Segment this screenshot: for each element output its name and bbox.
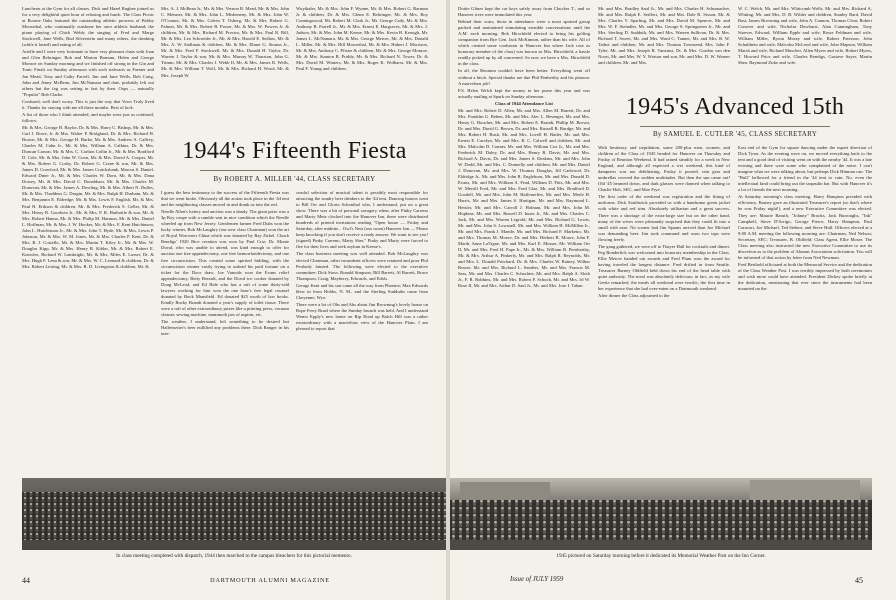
class-photo-1944 — [22, 478, 446, 550]
attendance-col-3: W. C. Welch, Mr. and Mrs. Whitcomb Wells, Mr. and Mrs. Richard A. Whiting, Mr. and Mrs. D. B. Wilder and children, Stanley Bard, David Bast, James Browning and wife, John A. Cannon, Thomas Clear, Robert Conover and wife, Nicholas Dewhurst, Alan Cunningham, Tony Stoever, Edward, William Epple and wife, Rowe Feldman and wife, William Miller, Byron Mosey and wife, Robert Paterson, John Schulthein and wife, Malcolm McLeod and wife, John Mapson, William Marsh and wife, Richard Muscher, Allen Myers and wife, Robert Myers, T. Howard Price and wife, Charles Rendigs, Gustave Sayer, Martin Shea, Raymond Zirke and wife. — [738, 6, 872, 66]
photo-caption: In class meeting completed with dispatch, 1944 then marched to the campus bleachers for this pictorial memento. — [116, 553, 352, 559]
photo-image — [450, 478, 872, 550]
article-byline: By SAMUEL E. CUTLER '45, CLASS SECRETARY — [652, 130, 818, 138]
story-col-1: With hesitancy and trepidation, some 200-plus men, women, and children of the Class of 1945 headed for Hanover on Thursday and Friday of Reunion Weekend. It had rained steadily for a week in New England, and although all expected a wet weekend, this kind of dampness was not debilitating. Friday it poured; rain gear and umbrellas covered the sodden multitudes. But then the sun came out! Old '45 beamed down, and dark glasses were donned when talking to Charlie Holt, SEC, and Moe Frye. The first order of the weekend was registration and the fitting of uniforms. Dick Southwick provided us with a handsome green jacket with white and red trim. Absolutely utilitarian and a great success. There was a shortage of the extra-large size but on the other hand, many of the wives were pleasantly surprised that they could fit into a small with ease. No sooner had Jim Spaans arrived than Joe Michael was demanding beer. Jim took command and soon two taps were flowing freely. The gang gathered, we were off to Thayer Hall for cocktails and dinner. Peg Bonderlick was welcomed into honorary membership in the Class. Ellie Mercer handed out awards and Fred Plum won the award for having traveled the longest distance. Fred drifted in from Seattle. Treasurer Barney Oldfield held down his end of the head table with quiet authority. The meal was absolutely delicious; in fact, as my wife Gertie remarked, the meals all weekend were terrific; the first time in her experience that she had over-eaten on a Dartmouth weekend. After dinner the Class adjourned to the — [598, 145, 730, 299]
magazine-footer: DARTMOUTH ALUMNI MAGAZINE — [210, 577, 330, 584]
story-col-2: ceaslul selection of musical talent is possibly most responsible for attracting the sundry beer drinkers to the '44 tent. Dancing honors went to Bill Orr and Gloria Schonthal who, I understand, put on a great show. There was a bit of personal savagery when, after Pinky Carreno and Marty Metz clocked into the Hanover Inn, there were distributed hundreds of printed invitations reading "Open house — Friday and Saturday, after midnite... Owl's Nest (our room) Hanover Inn — Please keep knocking if you don't receive a ready answer. We want to see you! (signed) Pinky Carreno, Marty Sher." Pinky and Marty were forced to flee for their lives and seek asylum in Keene's. The class business meeting was well attended. Bob McLaughry was elected Chairman, other incumbent officers were retained and poor Phil Peabody fainted. The following were elected to the executive committee: Dick Stoss, Ronald Simpson, Bill Barrett, Al Barrett, Bruce Thompson, Craig, Mayberry, Edwards, and Edols. George Kent and his son came all the way from Phoenix; Max Edwards blew in from Hobbs, N. M., and the Sterling Sudduths came from Cheyenne, Wyo. There were a lot of Ohs and Ahs about Jim Browning's lovely house on Rope Ferry Road where the Sunday brunch was held. And I understand Wemo Epply's new home on Rip Road up Balch Hill was a rather extraordinary with a marvelous view of the Hanover Plain. I am pleased to report that — [296, 190, 428, 332]
story-col-2: East end of the Gym for square dancing under the expert direction of Dick Tyser. As the evening wore on, we moved everything back to the tent and a good deal of visiting went on with the nearby '44. It was a late evening and there were some who complained of the noise. I can't imagine what we were talking about, but perhaps Dick Hinman can. The "Bull" bellowed for a friend in the '44 tent to vain. No, even the intellectual kind could bring out the tarpaulin bar. But with Hanover it's a lot of friends the next morning. At Saturday morning's class meeting, Harry Hampton presided with efficiency. Barney gave an illustrated Treasurer's report (so that's where he was Friday night!), and a new Executive Committee was elected. They are: Maurie Baruth, "Johnny" Brooks, Jack Burroughs, "Ink" Campbell, Steve D'Arrigo, George Pierce, Harry Hampton, Paul Caravari, Joe Michael, Ted Siebert, and Steve Hull. Officers elected at a 9:00 A.M. meeting the following morning are: Chairman, Ned Nelson; Secretary, SEC; Treasurer, B. Oldfield; Class Agent, Ellie Moser. The Class meeting also instructed the new Executive Committee to use its discretion as to the problem of Alumni Association solicitation. You will be informed of that action by letter from Ned Newman. Fred Berthold officiated at both the Memorial Service and the dedication of the Class Weather Post. I was terribly impressed by both ceremonies and wish more could have attended. President Dickey spoke briefly at the dedication, mentioning that ever since the instruments had been mounted on the — [738, 145, 872, 292]
left-page — [0, 0, 446, 600]
article-byline: By ROBERT A. MILLER '44, CLASS SECRETARY — [213, 175, 376, 183]
issue-date: Issue of JULY 1959 — [510, 576, 564, 583]
page-number: 44 — [22, 576, 30, 585]
attendance-col-3: Wuythaler, Mr. & Mrs. John F. Wynne, Mr. & Mrs. Robert G. Barnum Jr. & children, Dr. & Mrs. Glenn E. Behringer, Mr. & Mrs. Roy Conningwood, Mr. Robert M. Clark Jr., Mr. George Cady, Mr. & Mrs. Anthony B. Farrell Jr., Mr. & Mrs. Ernest E. Hargraves, Mr. & Mrs. J. Judson, Mr. & Mrs. John M. Keene, Mr. & Mrs. Kevin B. Keough, Mr. James L. McNamara, Mr. & Mrs. George Mercer, Mr. & Mrs. Donald L. Miller, Mr. & Mrs. Hill Moosethal, Mr. & Mrs. Hubert J. Morrison, Mr. & Mrs. Anthony C. Pfister & children, Mr. & Mrs. George Monroe, Mr. & Mrs. Stanton B. Priddy, Mr. & Mrs. Richard N. Tower, Dr. & Mrs. David M. Winters, Mr. & Mrs. Roger K. Wolbarst, Mr. & Mrs. Paul F. Young and children. — [296, 6, 428, 72]
story-col-1: I guess the best testimony to the success of the Fifteenth Fiesta was that we went broke. Obviously all the action took place in the '44 tent and the neighboring classes moved in and drank us into the red. Needle Allen's lottery and auction was a dandy. The giant prize was a 3p Roy coupe with a rumble seat in nice condition which the Needle wheeled up from New Jersey. Gentlemen farmer Fred Dubs won the lucky winner, Bob McLaughry (our new class Chairman) won the art of Royal Worcester China which was donated by Ray Zirkel. Chuck Rendigs' 1920 Bice creation was won by Paul Criz; Dr. Monte Duval, who was unable to attend, was kind enough to offer for auction one free appendectomy, one free hemorrhoidectomy, and one free circumcision. This created some spirited bidding, with the circumcision winner vastly trying to unload his paid fortune on a ticket for the Door draw. Joe Vanoids won the Evans relief appendectomy, Betty Berardi, and the Dowd ice cooker donated by Doug McLeod, and Ed Hale who has a raft of some thirty-odd lawyers working for him won the one hour's free legal counsel donated by Buck Mansfield. Ed donated $25 worth of law books. Kindly Bucky Brandt donated a year's supply of toilet tissue. There were a raft of other extraordinary prizes like a printing press, vacuum cleaner, sewing machine, mammoth jars of aspirin, etc. The weather, I understand, left something to be desired but Halfensetter's beer nullified any problems there. Dick Ranger in his ines- — [161, 190, 289, 337]
attendance-col-1: Luncheon at the Gym for all classes. Dick and Hazel Rugbee joined us for a very delightful quiet hour of relaxing and lunch. The Class Picnic at Boonie Oaks featured the outstanding athletic prowess of Bobby Moosethal, who continually outshone her once athletic husband; the piano playing of Chick Webb; the singing of Fred and Marge Stockwell, Jane Wells, Bud Silverstein and many others, the drinking (while it lasted) and eating of all. Arielle and I were very fortunate to have very pleasant chats with Joan and Glen Behringer, Bob and Marion Barnum, Helen and George Monroe on Sunday morning and we finished off strong in the Gin and Tonic Finals on Sunday afternoon with such stalwarts as Farmer and Jan Mead, Tony and Cathy Farrell, Jim and June Wells, Bob Craig, John and Jenny McBean, Jim McNamara and date, probably left out others but the fog was setting in fast by then. Oops — naturally "Popular" Bob Clarke. Confused, well don't worry. This is just the way that Vows Truly lived it. Thanks for staying with me all these months. Best of luck. A list of those who I think attended, and maybe were just as confused, follows: Mr. & Mrs. George H. Baylor, Dr. & Mrs. Harry C. Bishop, Mr. & Mrs. Carl J. Borre, Jr. & Mrs. Walter P. Bridgland, Dr. & Mrs. Richard H. Brown, Mr. & Mrs. George H. Burke, Mr. & Mrs. Andrew A. Caffrey, Charles M. Cahn Jr., Mr. & Mrs. William A. Calkins, Dr. & Mrs. Duncan Carson, Mr. & Mrs. C. Carlton Collin Jr., Mr. & Mrs. Bradford D. Cole, Mr. & Mrs. John W. Coon, Mr. & Mrs. David A. Cooper, Mr. & Mrs. Robert G. Cosby, Dr. Robert G. Crane & son, Mr. & Mrs. James D. Crawford, Mr. & Mrs. James Cruickshank, Marcus S. Daniel, Edward Diner Jr., Mr. & Mrs. Charles W. Dorn, Mr. & Mrs. Dana Dorsey, Mr. & Mrs. David C. Donaldson, Mr. & Mrs. Charles M. Donovan, Mr. & Mrs. James A. Dowling, Mr. & Mrs. Albert N. Dulles, Mr. & Mrs. Thaddeus G. Durgin, Mr. & Mrs. Ralph H. Durham, Mr. & Mrs. Benjamin E. Eldredge, Mr. & Mrs. Lewis F. English, Mr. & Mrs. Paul H. Erikson & children, Mr. & Mrs. Frederick S. Geller, Mr. & Mrs. Henry R. Goodwin Jr., Mr. & Mrs. P. R. Harbottle & son, Mr. & Mrs. Robert Hanna, Mr. & Mrs. Philip M. Harmon, Mr. & Mrs. Daniel L. Hoffman, Mr. & Mrs. J. W. Hooker, Mr. & Mrs. F. Kent Hutchinson, John L. Hutchinson Jr., Mr. & Mrs. John T. Hyde, Mr. & Mrs. Lewis P. Johnson, Mr. & Mrs. W. M. Jones, Mr. & Mrs. Charles P. Kent, Dr. & Mrs. R. J. Costello, Mr. & Mrs. Martin T. Kiley Jr., Mr. & Mrs. W. Douglas Kipp, Mr. & Mrs. Henry R. Kibler, Mr. & Mrs. Robert E. Knowles, Richard W. Lambright, Mr. & Mrs. Miles E. Lasser, Dr. & Mrs. Hugh F. Lena & son, Mr. & Mrs. W. C. Leonard & children, Dr. & Mrs. Robert Lesting, Mr. & Mrs. R. D. Livingston & children, Mr. & — [22, 6, 154, 269]
article-title: 1945's Advanced 15th — [625, 94, 845, 120]
photo-image — [22, 478, 446, 550]
class-photo-1945 — [450, 478, 872, 550]
title-rule — [200, 170, 390, 171]
page-number: 45 — [855, 576, 863, 585]
article-title: 1944's Fifteenth Fiesta — [182, 138, 407, 164]
attendance-col-2: Mr. and Mrs. Bradley Saul Jr., Mr. and Mrs. Charles H. Schumacher, Mr. and Mrs. Ralph E. Seiffert, Mr. and Mrs. Dale R. Sisson, Mr. & Mrs. Charles V. Sparling, Mr. and Mrs. David M. Spencer, Mr. and Mrs. W. F. Steindler, Mr. and Mrs. George S. Springsteen Jr., Mr. and Mrs. Sterling D. Sudduth, Mr. and Mrs. Warren Sullivan, Dr. & Mrs. Richard T. Sweet, Mr. and Mrs. Ward C. Tanner, Mr. and Mrs. R. W. Taibot and children, Mr. and Mrs. Thomas Townsend, Mrs. John F. Tyler, Mr. and Mrs. Joseph B. Vanzinsi, Dr. & Mrs. Gordon van den Noort, Mr. and Mrs. W. Y. Watson and son, Mr. and Mrs. D. W. Warner and children, Mr. and Mrs. — [598, 6, 730, 66]
attendance-col-2: Mrs. A. J. McBean Jr., Mr. & Mrs. Vernon R. Mead, Mr. & Mrs. John C. Meisner, Mr. & Mrs. John L. Misbeneny, Mr. & Mrs. John W. O'Connor, Mr. & Mrs. Calvin T. Osberg, Mr. & Mrs. Robert G. Palmer, Mr. & Mrs. Robert B. Power, Mr. & Mrs. W. Powers Jr. & children, Mr. & Mrs. Richard M. Proctor, Mr. & Mrs. Paul R. Rill, Mr. & Mrs. Leo Schroeder Jr., Mr. & Mrs. Harold E. Sedlaw, Mr. & Mrs. A. W. Stallman & children, Mr. & Mrs. Elmer G. Strauss Jr., Mr. & Mrs. Fred F. Stockwell, Mr. & Mrs. Donald H. Taylor, Dr. Warren J. Taylor & son, Mr. & Mrs. Murray W. Thurston, John G. Trimm, Mr. & Mrs. Charles J. Webb II, Mr. & Mrs. James R. Wells, Mr. & Mrs. William T. Wolf, Mr. & Mrs. Richard H. Wood, Mr. & Mrs. Joseph W. — [161, 6, 289, 78]
attendance-col-1: Dottie Glines kept the car keys safely away from Chucker T., and so Hanover trees were immolated this year. Behind their scars, those in attendance were a most spirited group packed and maintained stimulating sensible conversations until the A.M. each morning. Bob Hirschfeld elected to bring his golfing companion from Rye Gen. Jack McKinnon, rather than his wife. All of which created some confusion in Hanover Inn where Jack rose as honorary member of the class) was known as Mrs. Hirschfeld, a hassle readily picked up by all concerned. So now we have a Mrs. Hirschfeld in the class. In all, the Reunion couldn't have been better. Everything went off without a hitch. Special thanks are due Phil Penberthy and his platoon. A marvelous job! P.S. Helen Welch kept the money in her purse this year and was actually smiling at Spurk on Sunday afternoon. Class of 1944 Attendance List Mr. and Mrs. Robert D. Allen, Mr. and Mrs. Allen M. Barrett, Dr. and Mrs. Franklin G. Beben, Mr. and Mrs. Alec L. Besenger, Mr. and Mrs. Henry G. Boucher, Mr. and Mrs. Robert E. Brandt, Phillip M. Brown, Dr. and Mrs. David G. Brown, Dr. and Mrs. Russell B. Burdge, Mr. and Mrs. Robert H. Bush, Mr. and Mrs. Lovell H. Butler, Mr. and Mrs. Ernest E. Carolyn, Mr. and Mrs. R. C. Calwell and children, Mr. and Mrs. Malcolm D. Conner, Mr. and Mrs. William Cox Jr., Mr. and Mrs. Frederick M. Daley, Dr. and Mrs. Henry R. Davis, Mr. and Mrs. Richard A. Davis, Dr. and Mrs. James S. Deakins, Mr. and Mrs. John W. Dodd, Mr. and Mrs. C. Donnelly and children, Mr. and Mrs. Daniel J. Donovan, Mr. and Mrs. W. Thomas Douglas, Jill Cadwood, Dr. Eldridge Jr., Mr. and Mrs. John R. Englehorn, Mr. and Mrs. Donald D. Evans, Mr. and Mrs. William A. Fead, William D. Fitts, Mr. and Mrs. W. Merrill Ford, Mr. and Mrs. Fred Glaz, Mr. and Mrs. Bradford D. Goodell, Mr. and Mrs. John M. Haffenreffer, Mr. and Mrs. Merle H. Harris, Mr. and Mrs. James S. Hartigan, Mr. and Mrs. Raymond L. Heisler, Mr. and Mrs. Carroll J. Holman, Mr. and Mrs. John M. Hopkins, Mr. and Mrs. Russell D. Innes Jr., Mr. and Mrs. Charles C. Jack, Mr. and Mrs. Warren Legrold, Mr. and Mrs. Richard G. Lewis, Mr. and Mrs. John S. Lowsnell, Mr. and Mrs. William H. McMillen Jr., Mr. and Mrs. Frank J. Mantle, Mr. and Mrs. Richard F. Marketto, Mr. and Mrs. Thomas M. Moore, Dr. and Mrs. Herbert R. Moore, John F. Marth, Anne LaVigne, Mr. and Mrs. Karl E. Musser, Mr. William Orr II, Mr. and Mrs. Fred H. Pape Jr., Mr. & Mrs. William B. Pensberthy, Mr. & Mrs. Arthur A. Pinkerly, Mr. and Mrs. Ralph R. Reynolds, Mr. and Mrs. L. Donald Pritchard, Dr. & Mrs. Charles W. Rainey, Wilbur Rosser, Mr. and Mrs. Richard L. Sanders, Mr. and Mrs. Francis M. Sass, Mr. and Mrs. Charles C. Schachter, Mr. and Mrs. Ralph A. Sloth Jr., F. R. Robbins, Mr. and Mrs. Robert F. Schuch, Mr. and Mrs. Irl W. Rose II, Mr. and Mrs. Arthur D. Saul Jr., Mr. and Mrs. Jose I. Tahan — [458, 6, 590, 289]
photo-caption: 1945 pictured on Saturday morning before it dedicated its Memorial Weather Post on the Inn Corner. — [556, 553, 766, 559]
title-rule — [640, 126, 830, 127]
right-page — [450, 0, 896, 600]
